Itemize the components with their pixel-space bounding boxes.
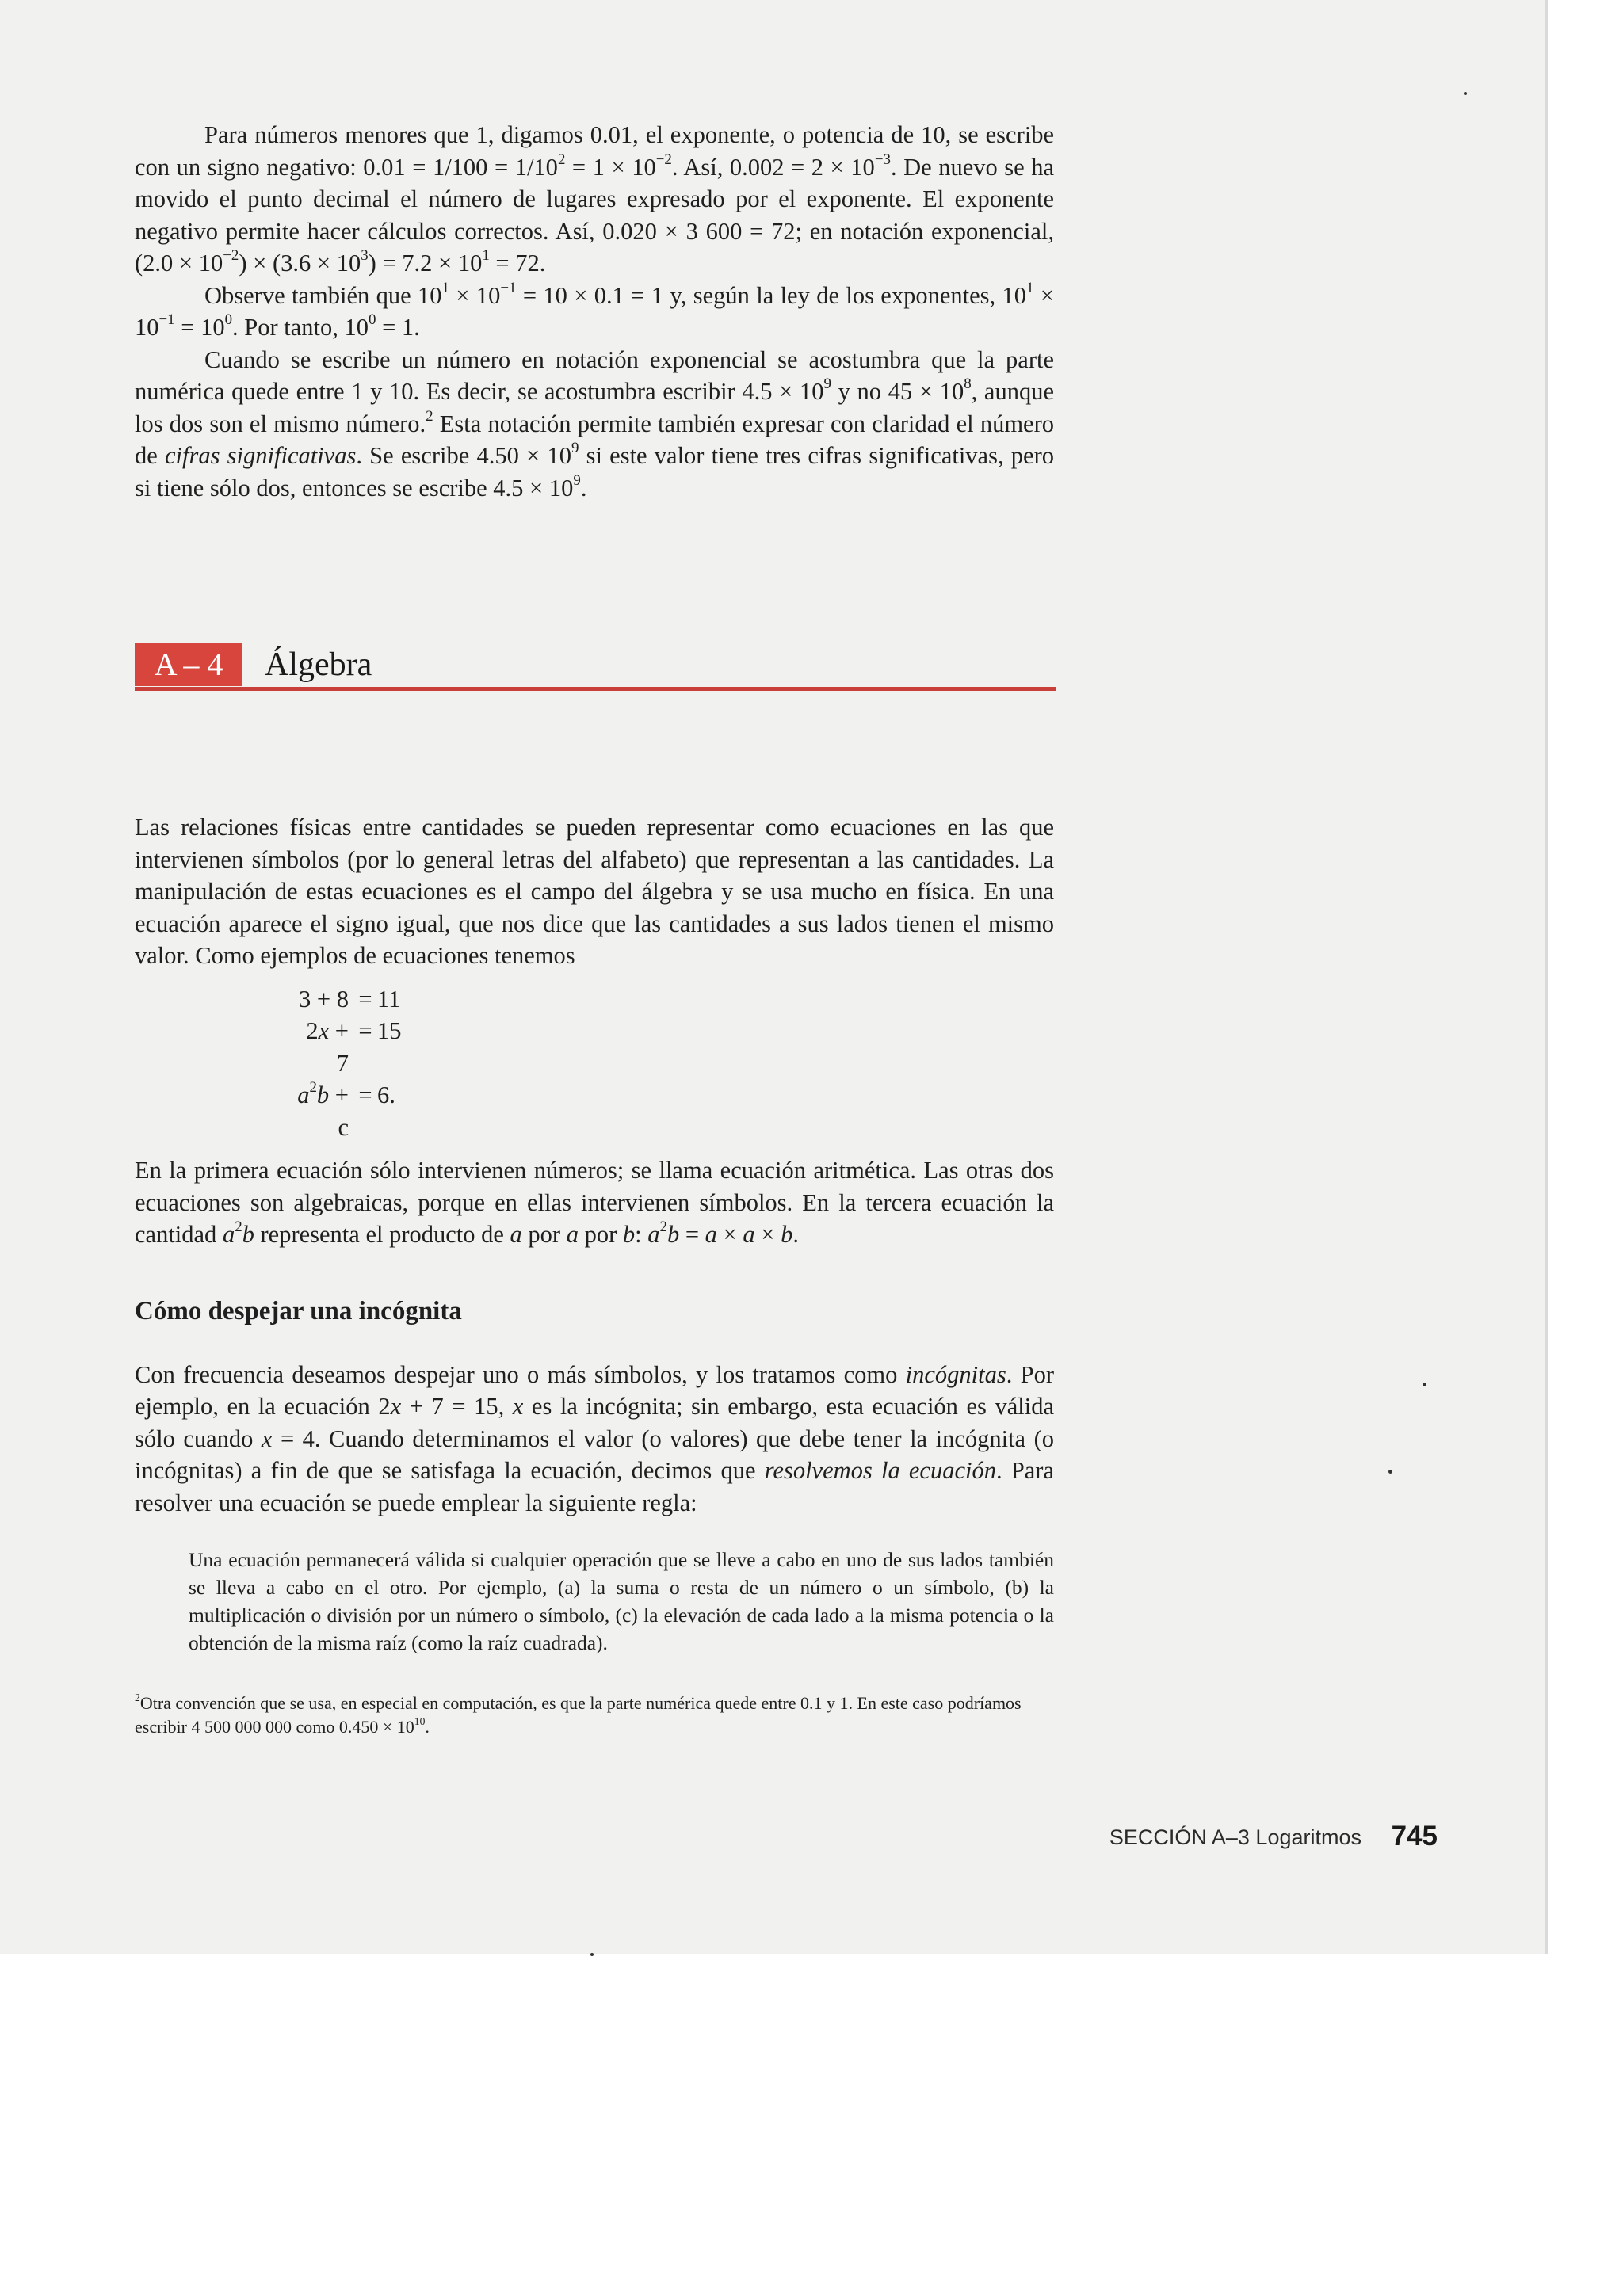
italic-text: a xyxy=(222,1221,235,1248)
italic-text: resolvemos la ecuación xyxy=(764,1457,996,1484)
italic-text: x xyxy=(318,1017,330,1044)
scan-speck xyxy=(1388,1470,1392,1474)
paragraph-scientific-notation: Cuando se escribe un número en notación exponencial se acostumbra que la parte numérica quede entre 1 y 10. Es decir, se acostumbra escribir $4.5 \times 10^9$ y no $45 \times 10^8$, aunque los dos son el mismo número.$^2$ Esta notación permite también expresar con claridad el número de cifras significativas. Se escribe $4.50 \times 10^9$ si este valor tiene tres cifras significativas, pero si tiene sólo dos, entonces se escribe $4.5 \times 10^9$. xyxy=(135,345,1055,502)
superscript: 9 xyxy=(571,440,579,457)
equation-rhs: 11 xyxy=(377,985,401,1013)
subheading: Cómo despejar una incógnita xyxy=(135,1296,462,1325)
italic-text: a xyxy=(647,1221,660,1248)
equation-lhs: 3 + 8 xyxy=(299,985,349,1013)
main-text xyxy=(135,119,1054,1739)
equals-sign: = xyxy=(358,1081,372,1108)
superscript: 10 xyxy=(414,1714,426,1727)
section-rule xyxy=(135,687,1056,691)
paragraph-negative-exponents: Para números menores que 1, digamos 0.01, el exponente, o potencia de 10, se escribe con un signo negativo: $0.01 = 1/100 = 1/10^2 = 1 \times 10^{-2}$. Así, $0.002 = 2 \times 10^{-3}$. De nuevo se ha movido el punto decimal el número de lugares expresado por el exponente. El exponente negativo permite hacer cálculos correctos. Así, 0.020 × 3 600 = 72; en notación exponencial, $(2.0 \times 10^{-2}) \times (3.6 \times 10^3) = 7.2 \times 10^1 = 72$. xyxy=(135,121,1055,277)
superscript: −1 xyxy=(158,311,175,329)
italic-text: a xyxy=(510,1221,522,1248)
superscript: 1 xyxy=(482,247,490,265)
equation-lhs: $a^2b + c$ xyxy=(297,1079,349,1141)
italic-text: b xyxy=(242,1221,254,1248)
rule-block: Una ecuación permanecerá válida si cualquier operación que se lleve a cabo en uno de sus lados también se lleva a cabo en el otro. Por ejemplo, (a) la suma o resta de un número o un símbolo, (b) la multiplicación o división por un número o símbolo, (c) la elevación de cada lado a la misma potencia o la obtención de la misma raíz (como la raíz cuadrada). xyxy=(189,1548,1054,1654)
superscript: −2 xyxy=(655,151,672,168)
italic-text: a xyxy=(297,1081,310,1108)
equation xyxy=(292,983,1054,1016)
superscript: 2 xyxy=(135,1691,140,1703)
superscript: 2 xyxy=(235,1219,242,1236)
paragraph-unknowns: Con frecuencia deseamos despejar uno o más símbolos, y los tratamos como incógnitas. Por ejemplo, en la ecuación 2x + 7 = 15, x es la incógnita; sin embargo, esta ecuación es válida sólo cuando x = 4. Cuando determinamos el valor (o valores) que debe tener la incógnita (o incógnitas) a fin de que se satisfaga la ecuación, decimos que resolvemos la ecuación. Para resolver una ecuación se puede emplear la siguiente regla: xyxy=(135,1360,1054,1516)
paragraph-algebra-intro: Las relaciones físicas entre cantidades se pueden representar como ecuaciones en las que intervienen símbolos (por lo general letras del alfabeto) que representan a las cantidades. La manipulación de estas ecuaciones es el campo del álgebra y se usa mucho en física. En una ecuación aparece el signo igual, que nos dice que las cantidades a sus lados tienen el mismo valor. Como ejemplos de ecuaciones tenemos xyxy=(135,814,1054,969)
superscript: 2 xyxy=(426,407,433,425)
superscript: 3 xyxy=(361,247,369,265)
italic-text: b xyxy=(622,1221,636,1248)
italic-text: b xyxy=(316,1081,330,1108)
superscript: 0 xyxy=(369,311,376,329)
scan-speck xyxy=(1464,92,1467,95)
italic-text: x xyxy=(261,1425,273,1452)
superscript: −1 xyxy=(500,279,517,296)
superscript: 9 xyxy=(823,376,831,393)
section-title: Álgebra xyxy=(265,646,372,683)
equation-lhs: 2x + 7 xyxy=(306,1017,349,1077)
italic-text: x xyxy=(512,1393,524,1420)
paragraph-exponent-law: Observe también que $10^1 \times 10^{-1} = 10 \times 0.1 = 1$ y, según la ley de los exponentes, $10^1 \times 10^{-1} = 10^0$. Por tanto, $10^0 = 1$. xyxy=(135,279,1054,341)
superscript: −3 xyxy=(874,151,891,168)
superscript: 2 xyxy=(557,151,566,168)
paragraph-algebra-products: En la primera ecuación sólo intervienen números; se llama ecuación aritmética. Las otras dos ecuaciones son algebraicas, porque en ellas intervienen símbolos. En la tercera ecuación la cantidad $a^2b$ representa el producto de a por a por b: $a^2b = a \times a \times b$. xyxy=(135,1157,1054,1248)
equation xyxy=(292,1079,1054,1143)
equation-rhs: 6. xyxy=(377,1081,395,1108)
superscript: 1 xyxy=(1025,279,1034,296)
italic-text: a xyxy=(705,1221,717,1248)
superscript: 2 xyxy=(309,1079,317,1097)
scan-speck xyxy=(590,1953,594,1956)
italic-text: b xyxy=(666,1221,680,1248)
superscript: 0 xyxy=(224,311,233,329)
superscript: 2 xyxy=(659,1219,667,1236)
page-number: 745 xyxy=(1391,1821,1438,1852)
footer-section-label: SECCIÓN A–3 Logaritmos xyxy=(1109,1825,1361,1849)
equation xyxy=(292,1015,1054,1079)
italic-text: a xyxy=(743,1221,755,1248)
superscript: 8 xyxy=(964,376,972,393)
section-number-badge: A – 4 xyxy=(135,643,242,686)
italic-text: a xyxy=(566,1221,579,1248)
italic-text: incógnitas xyxy=(905,1360,1006,1388)
italic-text: x xyxy=(390,1393,402,1420)
equation-rhs: 15 xyxy=(377,1017,402,1044)
superscript: 9 xyxy=(573,471,581,489)
italic-text: cifras significativas xyxy=(165,442,357,469)
equals-sign: = xyxy=(358,1017,372,1044)
italic-text: b xyxy=(781,1221,793,1248)
page-edge xyxy=(1545,0,1548,1954)
equation-list xyxy=(135,983,1054,1144)
equals-sign: = xyxy=(358,985,372,1013)
superscript: 1 xyxy=(441,279,449,296)
superscript: −2 xyxy=(223,247,239,265)
footnote: $^2$Otra convención que se usa, en especial en computación, es que la parte numérica quede entre 0.1 y 1. En este caso podríamos escribir 4 500 000 000 como $0.450 \times 10^{10}$. xyxy=(135,1691,1022,1737)
scan-speck xyxy=(1423,1383,1426,1386)
page-footer xyxy=(1094,1816,1438,1855)
section-header xyxy=(135,643,1056,691)
